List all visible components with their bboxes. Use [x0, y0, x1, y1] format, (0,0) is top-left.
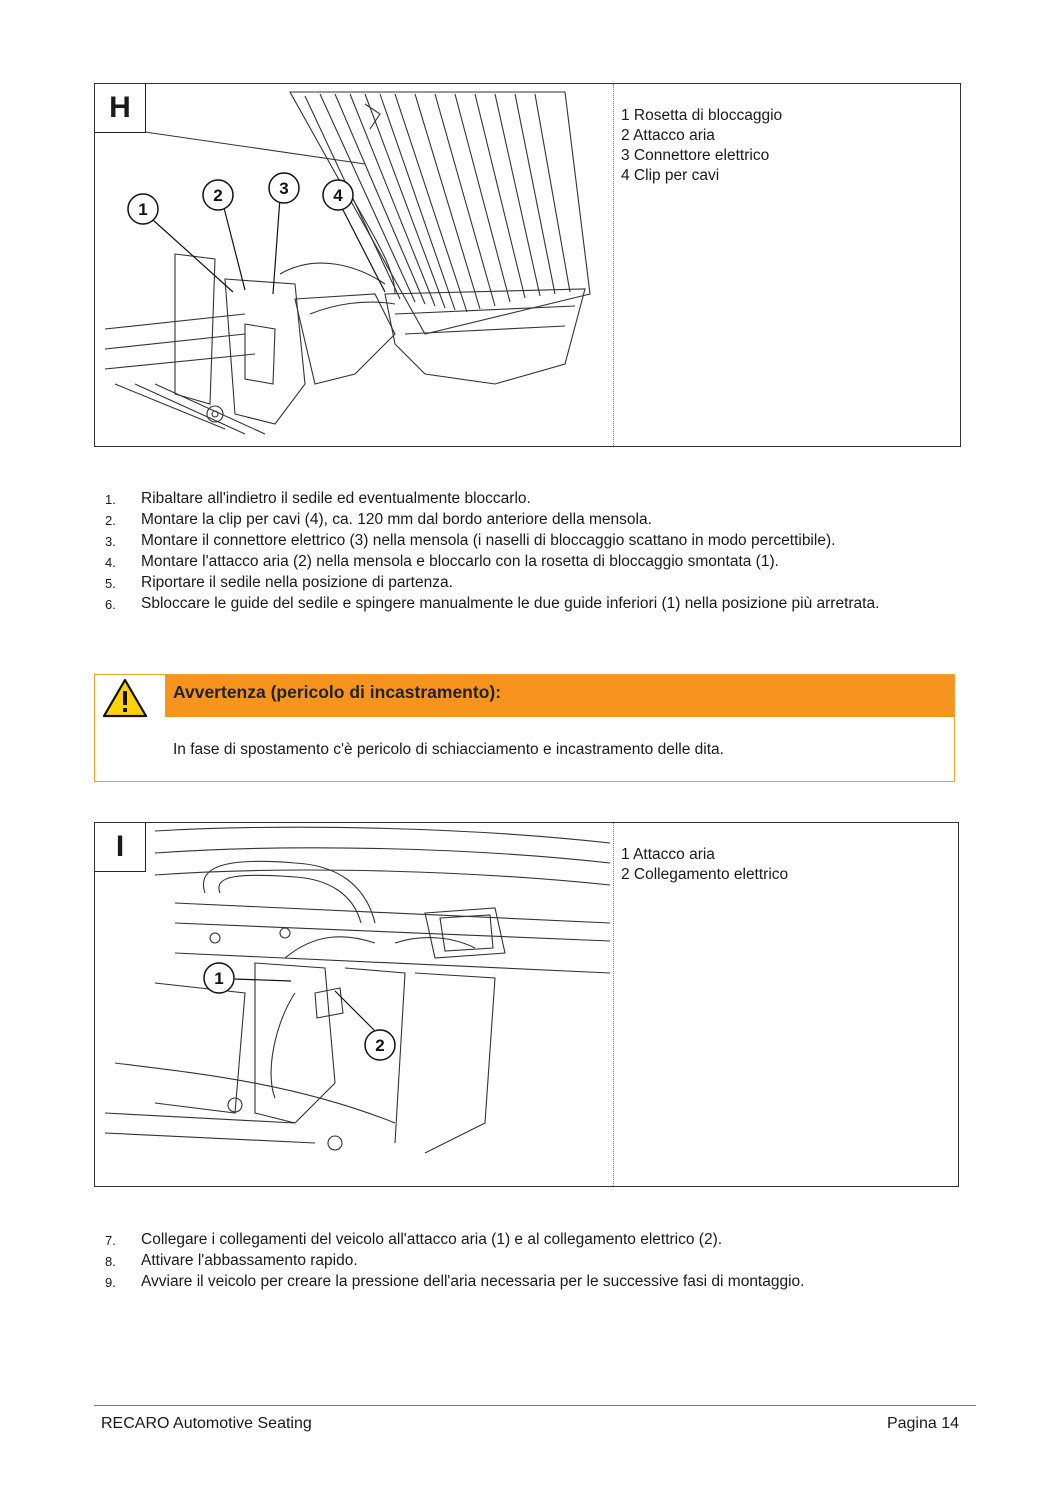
step-text: Montare la clip per cavi (4), ca. 120 mm dal bordo anteriore della mensola. [141, 511, 652, 528]
warning-header [165, 675, 954, 717]
figure-divider [613, 823, 614, 1186]
figure-h-drawing [95, 84, 613, 446]
callout-2: 2 [375, 1036, 385, 1055]
legend-item: 2 Attacco aria [621, 127, 715, 144]
step-text: Avviare il veicolo per creare la pressione dell'aria necessaria per le successive fasi di montaggio. [141, 1273, 805, 1290]
figure-letter: I [95, 823, 146, 872]
list-item [96, 509, 956, 530]
step-text: Riportare il sedile nella posizione di partenza. [141, 574, 453, 591]
step-number: 9. [105, 1275, 116, 1290]
callout-1: 1 [138, 200, 148, 219]
step-text: Sbloccare le guide del sedile e spingere manualmente le due guide inferiori (1) nella posizione più arretrata. [141, 595, 880, 612]
footer-company: RECARO Automotive Seating [101, 1415, 312, 1432]
steps-list-1 [96, 488, 956, 614]
warning-triangle-icon [101, 677, 149, 719]
figure-i [94, 822, 959, 1187]
steps-list-2 [96, 1229, 956, 1292]
warning-box [94, 674, 955, 782]
list-item [96, 593, 956, 614]
step-number: 5. [105, 576, 116, 591]
callout-3: 3 [279, 179, 289, 198]
footer-divider [94, 1405, 976, 1406]
warning-title: Avvertenza (pericolo di incastramento): [173, 682, 502, 702]
legend-item: 4 Clip per cavi [621, 167, 720, 184]
step-number: 3. [105, 534, 116, 549]
legend-item: 2 Collegamento elettrico [621, 866, 789, 883]
step-number: 7. [105, 1233, 116, 1248]
step-text: Montare il connettore elettrico (3) nella mensola (i naselli di bloccaggio scattano in modo percettibile). [141, 532, 836, 549]
step-number: 1. [105, 492, 116, 507]
callout-4: 4 [333, 186, 343, 205]
legend-item: 1 Rosetta di bloccaggio [621, 107, 783, 124]
list-item [96, 572, 956, 593]
list-item [96, 1250, 956, 1271]
figure-h [94, 83, 961, 447]
figure-divider [613, 84, 614, 446]
step-text: Ribaltare all'indietro il sedile ed eventualmente bloccarlo. [141, 490, 531, 507]
warning-text: In fase di spostamento c'è pericolo di schiacciamento e incastramento delle dita. [173, 741, 724, 758]
list-item [96, 530, 956, 551]
figure-h-legend [621, 106, 782, 186]
legend-item: 3 Connettore elettrico [621, 147, 770, 164]
list-item [96, 488, 956, 509]
page-number: Pagina 14 [886, 1415, 959, 1432]
step-text: Attivare l'abbassamento rapido. [141, 1252, 358, 1269]
step-text: Montare l'attacco aria (2) nella mensola e bloccarlo con la rosetta di bloccaggio smontata (1). [141, 553, 779, 570]
figure-i-drawing [95, 823, 613, 1186]
callout-2: 2 [213, 186, 223, 205]
list-item [96, 1271, 956, 1292]
figure-letter: H [95, 84, 146, 133]
step-number: 8. [105, 1254, 116, 1269]
figure-i-legend [621, 845, 788, 885]
list-item [96, 551, 956, 572]
step-text: Collegare i collegamenti del veicolo all'attacco aria (1) e al collegamento elettrico (2). [141, 1231, 723, 1248]
step-number: 4. [105, 555, 116, 570]
legend-item: 1 Attacco aria [621, 846, 715, 863]
step-number: 6. [105, 597, 116, 612]
list-item [96, 1229, 956, 1250]
step-number: 2. [105, 513, 116, 528]
callout-1: 1 [214, 969, 224, 988]
